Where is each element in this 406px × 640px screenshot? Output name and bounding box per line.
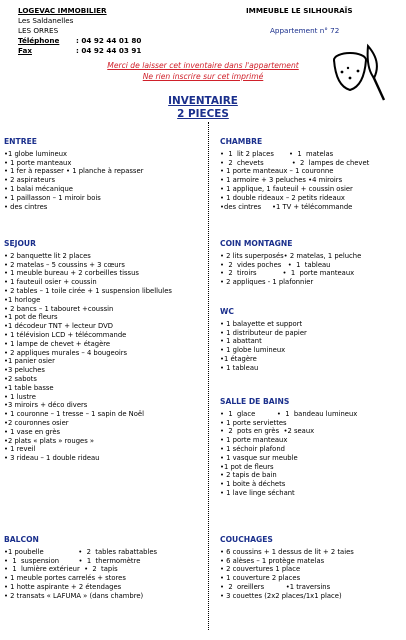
notice-line-1: Merci de laisser cet inventaire dans l'appartement — [107, 61, 299, 70]
list-item: • 1 séchoir plafond — [220, 444, 285, 453]
list-item: • 1 lustre — [4, 392, 36, 401]
list-item: • 1 hotte aspirante + 2 étendages — [4, 582, 122, 591]
list-item: •1 horloge — [4, 295, 41, 304]
list-item: • 1 porte manteaux — [220, 436, 288, 445]
column-divider — [208, 122, 209, 630]
list-item: •des cintres •1 TV + télécommande — [220, 202, 353, 211]
list-item: • des cintres — [4, 202, 48, 211]
agency-city: LES ORRES — [18, 26, 59, 35]
list-item: • 1 meuble portes carrelés + stores — [4, 574, 126, 583]
section-title: WC — [220, 307, 234, 316]
list-item: •1 décodeur TNT + lecteur DVD — [4, 322, 113, 331]
list-item: • 2 matelas – 5 coussins + 3 cœurs — [4, 260, 125, 269]
section-salle-de-bains — [220, 398, 357, 498]
list-item: • 2 lits superposés• 2 matelas, 1 peluche — [220, 251, 362, 260]
list-item: • 1 porte manteaux — [4, 158, 72, 167]
list-item: • 2 appliques murales – 4 bougeoirs — [4, 348, 128, 357]
list-item: • 1 suspension • 1 thermomètre — [4, 556, 141, 565]
list-item: • 2 appliques - 1 plafonnier — [220, 278, 314, 287]
fax-label: Fax — [18, 46, 32, 55]
list-item: • 1 tableau — [220, 363, 259, 372]
list-item: •2 couronnes osier — [4, 418, 69, 427]
list-item: • 1 balai mécanique — [4, 184, 73, 193]
apartment-number: Appartement n° 72 — [270, 26, 340, 35]
list-item: • 1 porte serviettes — [220, 418, 287, 427]
list-item: •1 table basse — [4, 383, 54, 392]
list-item: • 1 fauteuil osier + coussin — [4, 278, 97, 287]
list-item: • 2 transats « LAFUMA » (dans chambre) — [4, 591, 144, 600]
list-item: • 1 double rideaux – 2 petits rideaux — [220, 193, 345, 202]
list-item: • 1 glace • 1 bandeau lumineux — [220, 409, 358, 418]
building-name: IMMEUBLE LE SILHOURAÏS — [246, 6, 353, 15]
list-item: • 1 couronne – 1 tresse – 1 sapin de Noël — [4, 410, 144, 419]
list-item: •1 globe lumineux — [4, 149, 68, 158]
list-item: • 2 vides poches • 1 tableau — [220, 260, 331, 269]
section-title: COUCHAGES — [220, 535, 273, 544]
list-item: •1 poubelle • 2 tables rabattables — [4, 547, 158, 556]
section-entree — [4, 138, 143, 211]
agency-name: LOGEVAC IMMOBILIER — [18, 6, 107, 15]
agency-address: Les Saldanelles — [18, 16, 74, 25]
list-item: • 1 distributeur de papier — [220, 328, 307, 337]
inventory-title: INVENTAIRE — [168, 95, 238, 107]
section-sejour — [4, 240, 172, 463]
list-item: • 1 boite à déchets — [220, 480, 286, 489]
list-item: •2 sabots — [4, 374, 37, 383]
inventory-subtitle: 2 PIECES — [177, 108, 229, 120]
list-item: • 1 armoire + 3 peluches •4 miroirs — [220, 176, 343, 185]
list-item: • 1 meuble bureau + 2 corbeilles tissus — [4, 269, 139, 278]
list-item: • 2 tapis de bain — [220, 471, 277, 480]
list-item: • 6 alèses – 1 protège matelas — [220, 556, 325, 565]
list-item: • 1 couverture 2 places — [220, 574, 301, 583]
list-item: • 1 lampe de chevet + étagère — [4, 339, 111, 348]
list-item: •1 panier osier — [4, 357, 55, 366]
list-item: • 2 couvertures 1 place — [220, 565, 301, 574]
section-wc — [220, 308, 307, 373]
telephone-value: : 04 92 44 01 80 — [76, 36, 142, 45]
list-item: • 2 chevets • 2 lampes de chevet — [220, 158, 370, 167]
list-item: • 3 couettes (2x2 places/1x1 place) — [220, 591, 342, 600]
list-item: • 1 paillasson – 1 miroir bois — [4, 193, 101, 202]
list-item: • 1 lumière extérieur • 2 tapis — [4, 565, 118, 574]
list-item: •1 pot de fleurs — [4, 313, 58, 322]
list-item: • 2 banquette lit 2 places — [4, 251, 91, 260]
list-item: • 1 abattant — [220, 337, 262, 346]
list-item: •2 plats « plats » rouges » — [4, 436, 95, 445]
list-item: • 3 rideau – 1 double rideau — [4, 454, 100, 463]
section-title: SEJOUR — [4, 239, 36, 248]
list-item: • 1 lit 2 places • 1 matelas — [220, 149, 334, 158]
list-item: • 1 globe lumineux — [220, 346, 286, 355]
section-balcon — [4, 536, 157, 601]
notice-line-2: Ne rien inscrire sur cet imprimé — [142, 72, 264, 81]
list-item: • 1 reveil — [4, 445, 36, 454]
list-item: •3 miroirs + déco divers — [4, 401, 88, 410]
list-item: • 2 oreillers •1 traversins — [220, 582, 331, 591]
list-item: • 1 fer à repasser • 1 planche à repasser — [4, 167, 144, 176]
section-chambre — [220, 138, 369, 211]
list-item: • 2 aspirateurs — [4, 176, 56, 185]
fax-value: : 04 92 44 03 91 — [76, 46, 142, 55]
list-item: • 1 lave linge séchant — [220, 488, 295, 497]
section-couchages — [220, 536, 354, 601]
section-coin-montagne — [220, 240, 361, 287]
section-title: BALCON — [4, 535, 39, 544]
list-item: • 2 tables – 1 toile cirée + 1 suspension libellules — [4, 286, 172, 295]
list-item: •1 étagère — [220, 354, 257, 363]
notice — [0, 60, 406, 82]
section-title: SALLE DE BAINS — [220, 397, 290, 406]
list-item: • 6 coussins + 1 dessus de lit + 2 taies — [220, 547, 354, 556]
list-item: • 2 bancs – 1 tabouret +coussin — [4, 304, 114, 313]
list-item: • 2 pots en grès •2 seaux — [220, 427, 315, 436]
list-item: • 1 balayette et support — [220, 319, 303, 328]
list-item: • 1 vase en grès — [4, 427, 61, 436]
section-title: CHAMBRE — [220, 137, 263, 146]
section-title: ENTREE — [4, 137, 37, 146]
list-item: • 1 applique, 1 fauteuil + coussin osier — [220, 184, 353, 193]
list-item: •3 peluches — [4, 366, 45, 375]
list-item: • 1 porte manteaux – 1 couronne — [220, 167, 334, 176]
list-item: •1 pot de fleurs — [220, 462, 274, 471]
list-item: • 1 vasque sur meuble — [220, 453, 298, 462]
list-item: • 2 tiroirs • 1 porte manteaux — [220, 269, 355, 278]
list-item: • 1 télévision LCD + télécommande — [4, 330, 127, 339]
agency-block — [18, 6, 141, 56]
telephone-label: Téléphone — [18, 36, 60, 45]
section-title: COIN MONTAGNE — [220, 239, 293, 248]
